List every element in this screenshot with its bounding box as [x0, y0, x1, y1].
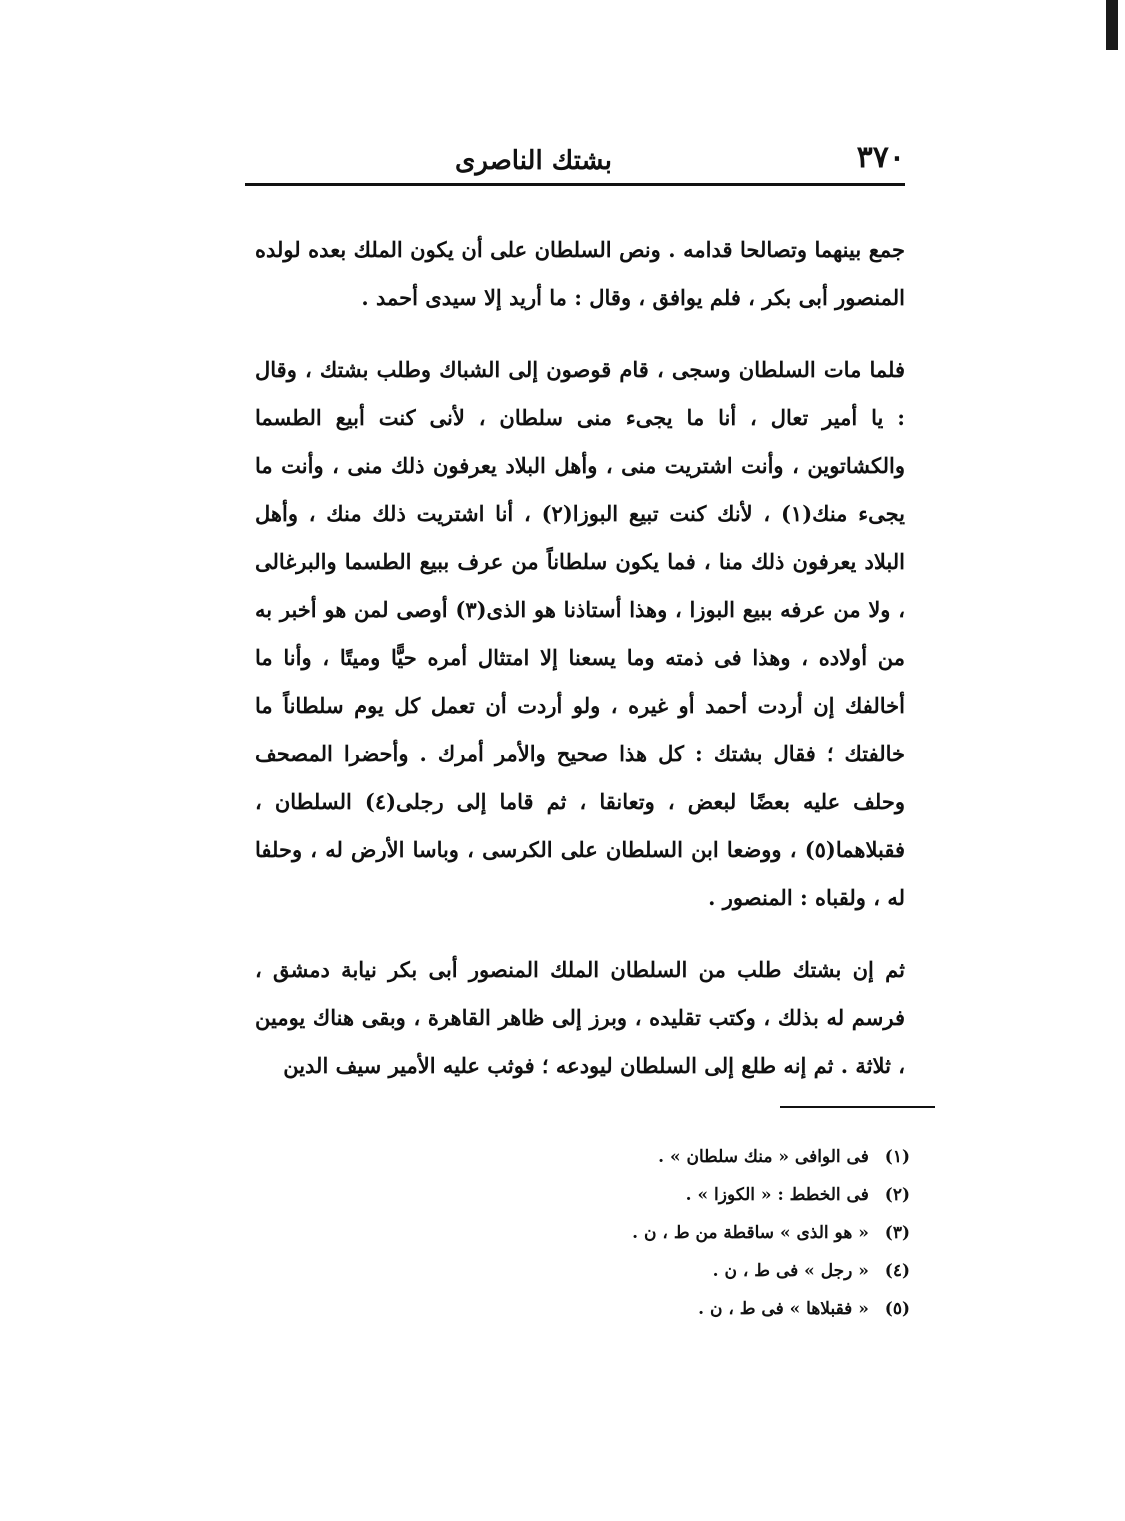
footnote-text: « هو الذى » ساقطة من ط ، ن .: [632, 1223, 869, 1243]
footnote-text: « فقبلاها » فى ط ، ن .: [698, 1299, 869, 1319]
body-paragraph: فلما مات السلطان وسجى ، قام قوصون إلى الشباك وطلب بشتك ، وقال : يا أمير تعال ، أنا ما يجىء منى سلطان ، لأنى كنت أبيع الطسما والكشاتوين ، وأنت اشتريت منى ، وأهل البلاد يعرفون ذلك منى ، وأنت ما يجىء منك(١) ، لأنك كنت تبيع البوزا(٢) ، أنا اشتريت ذلك منك ، وأهل البلاد يعرفون ذلك منا ، فما يكون سلطاناً من عرف ببيع الطسما والبرغالى ، ولا من عرفه ببيع البوزا ، وهذا أستاذنا هو الذى(٣) أوصى لمن هو أخبر به من أولاده ، وهذا فى ذمته وما يسعنا إلا امتثال أمره حيًّا وميتًا ، وأنا ما أخالفك إن أردت أحمد أو غيره ، ولو أردت أن تعمل كل يوم سلطاناً ما خالفتك ؛ فقال بشتك : كل هذا صحيح والأمر أمرك . وأحضرا المصحف وحلف عليه بعضًا لبعض ، وتعانقا ، ثم قاما إلى رجلى(٤) السلطان ، فقبلاهما(٥) ، ووضعا ابن السلطان على الكرسى ، وباسا الأرض له ، وحلفا له ، ولقباه : المنصور .: [255, 357, 905, 910]
footnote-text: « رجل » فى ط ، ن .: [712, 1261, 869, 1281]
footnote-text: فى الخطط : « الكوزا » .: [685, 1185, 869, 1205]
footnote-item: [560, 1138, 910, 1176]
footnote-text: فى الوافى « منك سلطان » .: [658, 1147, 869, 1167]
body-paragraph: جمع بينهما وتصالحا قدامه . ونص السلطان على أن يكون الملك بعده لولده المنصور أبى بكر ، فلم يوافق ، وقال : ما أريد إلا سيدى أحمد .: [255, 237, 905, 310]
footnotes-list: [560, 1138, 910, 1328]
footnote-item: [560, 1290, 910, 1328]
footnote-rule: [780, 1106, 935, 1108]
footnote-number: (٢): [884, 1185, 910, 1205]
footnote-number: (٤): [884, 1261, 910, 1281]
footnote-number: (١): [884, 1147, 910, 1167]
footnote-item: [560, 1214, 910, 1252]
footnote-number: (٥): [884, 1299, 910, 1319]
scan-edge-mark: [1106, 0, 1118, 50]
page-header: [245, 140, 905, 184]
page-number: ٣٧٠: [856, 140, 905, 175]
header-rule: [245, 183, 905, 186]
footnote-item: [560, 1252, 910, 1290]
footnote-item: [560, 1176, 910, 1214]
body-paragraph: ثم إن بشتك طلب من السلطان الملك المنصور أبى بكر نيابة دمشق ، فرسم له بذلك ، وكتب تقليده ، وبرز إلى ظاهر القاهرة ، وبقى هناك يومين ، ثلاثة . ثم إنه طلع إلى السلطان ليودعه ؛ فوثب عليه الأمير سيف الدين: [255, 957, 905, 1078]
running-title: بشتك الناصرى: [455, 146, 612, 176]
footnote-number: (٣): [884, 1223, 910, 1243]
